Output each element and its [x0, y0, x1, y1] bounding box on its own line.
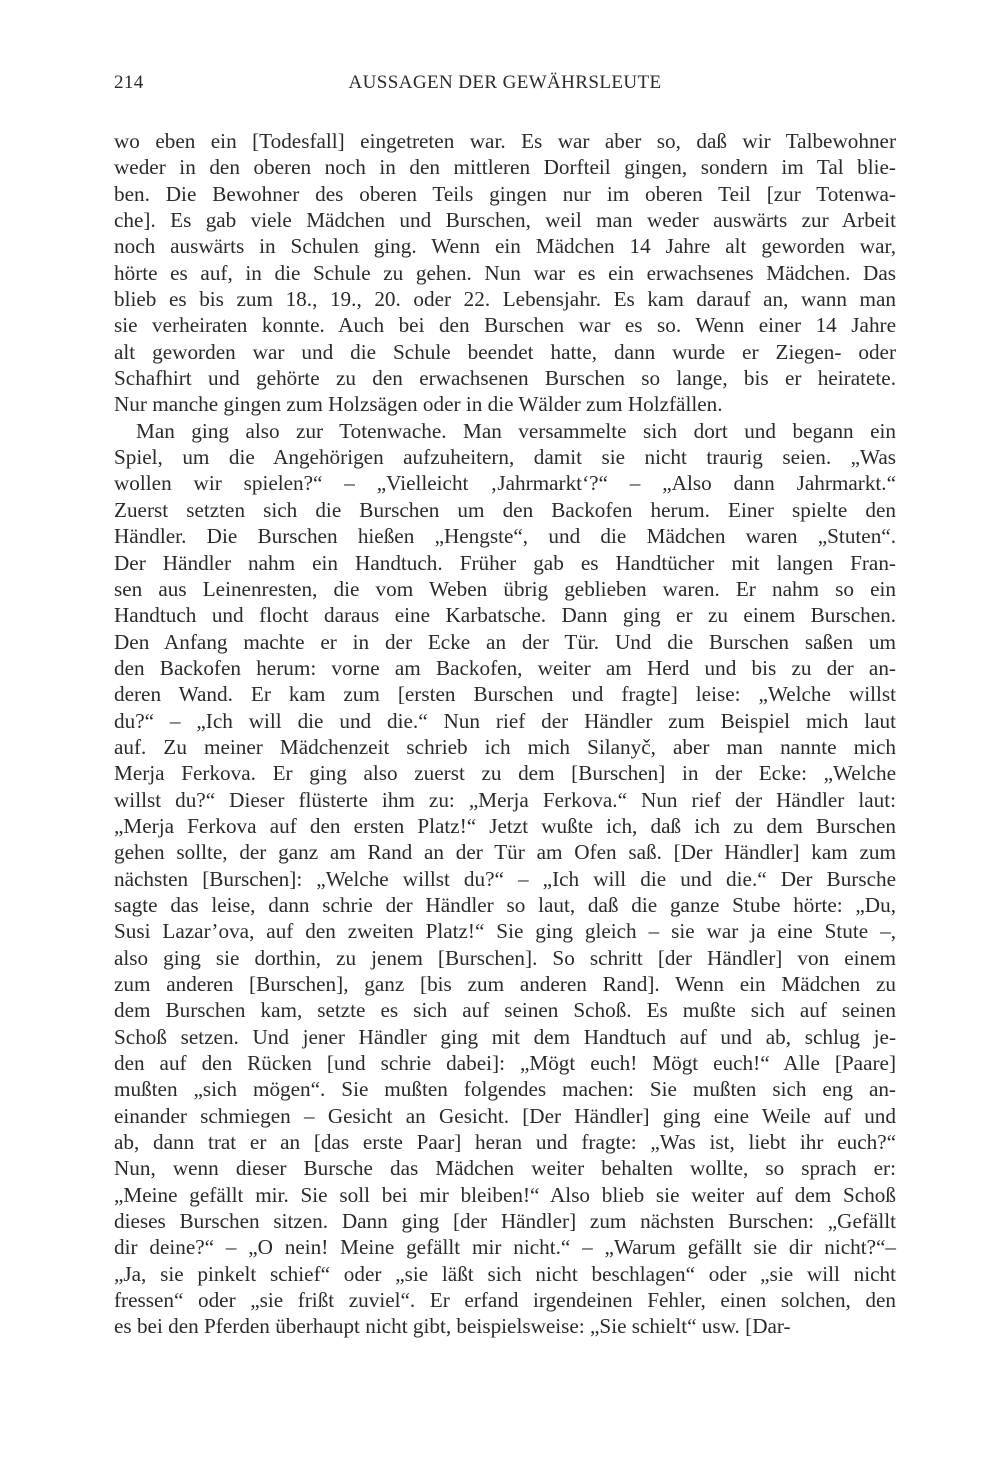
text-line: Den Anfang machte er in der Ecke an der Tür. Und die Burschen saßen um: [114, 629, 896, 654]
text-line: Zuerst setzten sich die Burschen um den Backofen herum. Einer spielte den: [114, 497, 896, 522]
text-line: gehen sollte, der ganz am Rand an der Tür am Ofen saß. [Der Händler] kam zum: [114, 840, 896, 865]
text-line: „Meine gefällt mir. Sie soll bei mir bleiben!“ Also blieb sie weiter auf dem Schoß: [114, 1182, 896, 1207]
text-line: weder in den oberen noch in den mittleren Dorfteil gingen, sondern im Tal blie-: [114, 155, 896, 180]
text-line: Nur manche gingen zum Holzsägen oder in die Wälder zum Holzfällen.: [114, 392, 723, 417]
text-line: den auf den Rücken [und schrie dabei]: „Mögt euch! Mögt euch!“ Alle [Paare]: [114, 1051, 896, 1076]
text-line: Susi Lazar’ova, auf den zweiten Platz!“ Sie ging gleich – sie war ja eine Stute –,: [114, 919, 896, 944]
text-line: deren Wand. Er kam zum [ersten Burschen und fragte] leise: „Welche willst: [114, 682, 896, 707]
text-line: willst du?“ Dieser flüsterte ihm zu: „Merja Ferkova.“ Nun rief der Händler laut:: [114, 787, 896, 812]
text-line: zum anderen [Burschen], ganz [bis zum anderen Rand]. Wenn ein Mädchen zu: [114, 972, 896, 996]
text-line: fressen“ oder „sie frißt zuviel“. Er erfand irgendeinen Fehler, einen solchen, den: [114, 1288, 896, 1313]
text-line: es bei den Pferden überhaupt nicht gibt, beispielsweise: „Sie schielt“ usw. [Dar-: [114, 1314, 791, 1339]
text-line: noch auswärts in Schulen ging. Wenn ein Mädchen 14 Jahre alt geworden war,: [114, 234, 896, 259]
text-line: nächsten [Burschen]: „Welche willst du?“ – „Ich will die und die.“ Der Bursche: [114, 866, 896, 891]
text-line: che]. Es gab viele Mädchen und Burschen, weil man weder auswärts zur Arbeit: [114, 208, 896, 233]
text-line: Der Händler nahm ein Handtuch. Früher gab es Handtücher mit langen Fran-: [114, 550, 896, 575]
text-line: Handtuch und flocht daraus eine Karbatsche. Dann ging er zu einem Burschen.: [114, 603, 896, 628]
text-line: hörte es auf, in die Schule zu gehen. Nun war es ein erwachsenes Mädchen. Das: [114, 260, 896, 285]
body-text: [114, 128, 896, 1340]
page-header: [114, 72, 896, 100]
text-line: blieb es bis zum 18., 19., 20. oder 22. Lebensjahr. Es kam darauf an, wann man: [114, 287, 896, 312]
text-line: Man ging also zur Totenwache. Man versammelte sich dort und begann ein: [136, 418, 896, 443]
text-line: sie verheiraten konnte. Auch bei den Burschen war es so. Wenn einer 14 Jahre: [114, 313, 896, 338]
text-line: Schafhirt und gehörte zu den erwachsenen Burschen so lange, bis er heiratete.: [114, 366, 896, 391]
text-line: du?“ – „Ich will die und die.“ Nun rief der Händler zum Beispiel mich laut: [114, 708, 896, 733]
text-line: Merja Ferkova. Er ging also zuerst zu dem [Burschen] in der Ecke: „Welche: [114, 761, 896, 786]
text-line: Nun, wenn dieser Bursche das Mädchen weiter behalten wollte, so sprach er:: [114, 1156, 896, 1181]
text-line: dem Burschen kam, setzte es sich auf seinen Schoß. Es mußte sich auf seinen: [114, 998, 896, 1023]
text-line: alt geworden war und die Schule beendet hatte, dann wurde er Ziegen- oder: [114, 339, 896, 364]
text-line: Spiel, um die Angehörigen aufzuheitern, damit sie nicht traurig seien. „Was: [114, 445, 896, 470]
running-head: AUSSAGEN DER GEWÄHRSLEUTE: [348, 72, 662, 93]
text-line: mußten „sich mögen“. Sie mußten folgendes machen: Sie mußten sich eng an-: [114, 1077, 896, 1102]
text-line: Händler. Die Burschen hießen „Hengste“, und die Mädchen waren „Stuten“.: [114, 524, 896, 549]
text-line: ben. Die Bewohner des oberen Teils gingen nur im oberen Teil [zur Totenwa-: [114, 181, 896, 206]
page-number: 214: [114, 72, 144, 93]
text-line: dir deine?“ – „O nein! Meine gefällt mir nicht.“ – „Warum gefällt sie dir nicht?“–: [114, 1235, 896, 1260]
text-line: also ging sie dorthin, zu jenem [Burschen]. So schritt [der Händler] von einem: [114, 945, 896, 970]
text-line: auf. Zu meiner Mädchenzeit schrieb ich mich Silanyč, aber man nannte mich: [114, 734, 896, 759]
text-line: wo eben ein [Todesfall] eingetreten war. Es war aber so, daß wir Talbewohner: [114, 129, 896, 153]
text-line: wollen wir spielen?“ – „Vielleicht ‚Jahrmarkt‘?“ – „Also dann Jahrmarkt.“: [114, 471, 896, 496]
text-line: sagte das leise, dann schrie der Händler so laut, daß die ganze Stube hörte: „Du,: [114, 892, 896, 917]
paragraph: [114, 418, 896, 1340]
text-line: Schoß setzen. Und jener Händler ging mit dem Handtuch auf und ab, schlug je-: [114, 1024, 896, 1049]
paragraph: [114, 128, 896, 418]
text-line: sen aus Leinenresten, die vom Weben übrig geblieben waren. Er nahm so ein: [114, 576, 896, 601]
text-line: „Merja Ferkova auf den ersten Platz!“ Jetzt wußte ich, daß ich zu dem Burschen: [114, 813, 896, 838]
text-line: ab, dann trat er an [das erste Paar] heran und fragte: „Was ist, liebt ihr euch?“: [114, 1130, 896, 1155]
text-line: dieses Burschen sitzen. Dann ging [der Händler] zum nächsten Burschen: „Gefällt: [114, 1209, 896, 1234]
text-line: „Ja, sie pinkelt schief“ oder „sie läßt sich nicht beschlagen“ oder „sie will nicht: [114, 1261, 896, 1286]
text-line: den Backofen herum: vorne am Backofen, weiter am Herd und bis zu der an-: [114, 655, 896, 680]
text-line: einander schmiegen – Gesicht an Gesicht. [Der Händler] ging eine Weile auf und: [114, 1103, 896, 1128]
